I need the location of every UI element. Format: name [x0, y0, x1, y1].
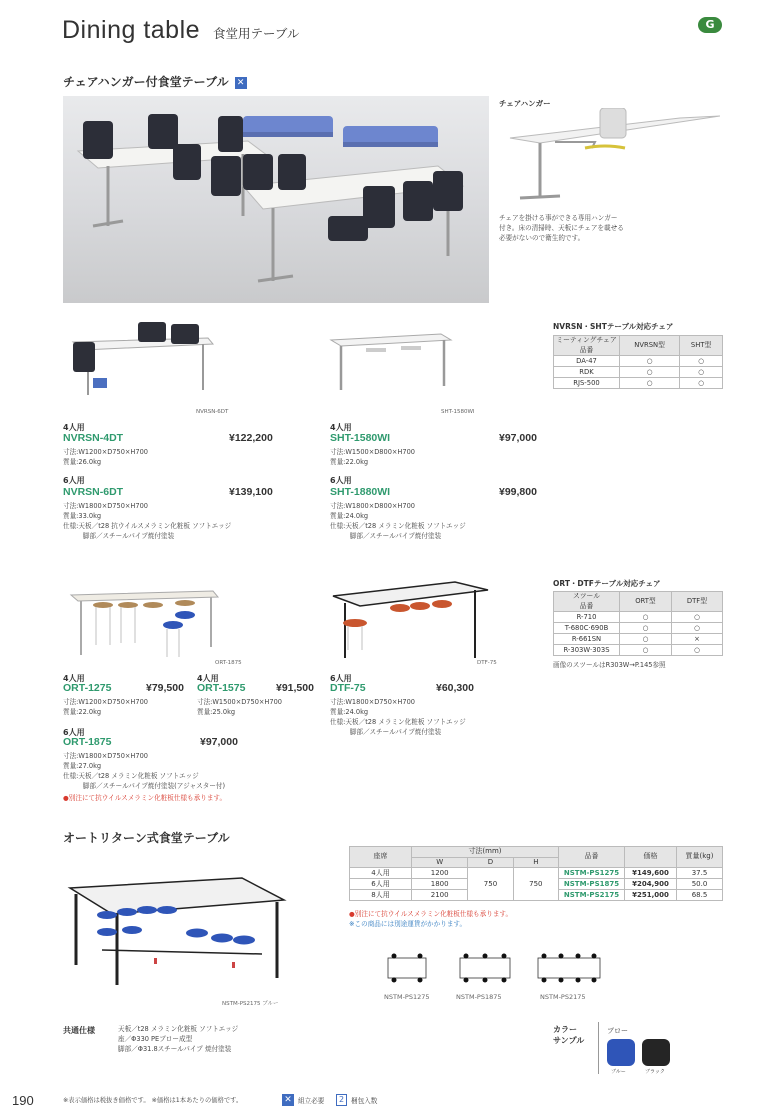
table-row: T-680C·690B ○ ○ [554, 623, 723, 634]
ort-table-image [63, 585, 223, 665]
nvrsn-table-image [63, 320, 223, 405]
nstm-table-image [62, 870, 292, 990]
table-header: 価格 [625, 847, 677, 868]
dtf75-spec: 寸法:W1800×D750×H700 質量:24.0kg 仕様:天板／t28 メラミン化粧板 ソフトエッジ 脚部／スチールパイプ焼付塗装 [330, 698, 466, 736]
ort1875-price: ¥97,000 [200, 736, 238, 748]
sht4-spec: 寸法:W1500×D800×H700 質量:22.0kg [330, 448, 415, 466]
ort1275-price: ¥79,500 [146, 682, 184, 694]
swatch-label: ブラック [645, 1069, 665, 1075]
dtf-table-image [330, 578, 490, 663]
table-header: ミーティングチェア 品番 [554, 336, 620, 356]
sht6-price: ¥99,800 [499, 486, 537, 498]
ort1575-category: 4人用 [197, 674, 219, 683]
nvrsn-model-label: NVRSN-6DT [196, 409, 229, 415]
sht4-category: 4人用 [330, 423, 352, 432]
table-header: 寸法(mm) [412, 847, 559, 858]
table-header: ORT型 [620, 592, 672, 612]
table-header: スツール 品番 [554, 592, 620, 612]
hanger-photo [500, 108, 720, 208]
divider [598, 1022, 599, 1074]
dtf75-code: DTF-75 [330, 682, 366, 694]
nvrsn4-price: ¥122,200 [229, 432, 273, 444]
swatch-blue [607, 1039, 635, 1066]
table-header: 座席 [350, 847, 412, 868]
dining-room-illustration [63, 96, 489, 303]
nvrsn6-code: NVRSN-6DT [63, 486, 124, 498]
brand-logo: G [698, 17, 722, 33]
dtf75-category: 6人用 [330, 674, 352, 683]
hanger-title: チェアハンガー [499, 99, 551, 108]
ort1275-code: ORT-1275 [63, 682, 112, 694]
table-header: DTF型 [671, 592, 722, 612]
ort1275-spec: 寸法:W1200×D750×H700 質量:22.0kg [63, 698, 148, 716]
sht4-code: SHT-1580WI [330, 432, 391, 444]
table-row: R-710 ○ ○ [554, 612, 723, 623]
table-row: 4人用 1200 750 750 NSTM-PS1275 ¥149,600 37.5 [350, 868, 723, 879]
table-header: SHT型 [680, 336, 723, 356]
table-header: 品番 [559, 847, 625, 868]
package-count-label: 梱包入数 [351, 1097, 378, 1105]
nvrsn6-price: ¥139,100 [229, 486, 273, 498]
assembly-icon: ✕ [282, 1094, 294, 1106]
footer-note: ※表示価格は税抜き価格です。 ※価格は1本あたりの価格です。 [63, 1097, 243, 1104]
table-header: H [513, 857, 558, 868]
swatch-black [642, 1039, 670, 1066]
nvrsn4-category: 4人用 [63, 423, 85, 432]
ort-compat-table [553, 591, 723, 656]
nvrsn-compat-title: NVRSN・SHTテーブル対応チェア [553, 322, 674, 331]
table-header: W [412, 857, 468, 868]
seat-layout-diagrams [380, 946, 610, 991]
sht6-category: 6人用 [330, 476, 352, 485]
table-header: 質量(kg) [677, 847, 723, 868]
ort1275-category: 4人用 [63, 674, 85, 683]
nvrsn-compat-table [553, 335, 723, 389]
table-header: D [468, 857, 513, 868]
ort1575-code: ORT-1575 [197, 682, 246, 694]
ort1875-code: ORT-1875 [63, 736, 112, 748]
page-subtitle: 食堂用テーブル [213, 26, 300, 41]
nvrsn6-spec: 寸法:W1800×D750×H700 質量:33.0kg 仕様:天板／t28 抗ウイルスメラミン化粧板 ソフトエッジ 脚部／スチールパイプ焼付塗装 [63, 502, 232, 540]
section-title-text: チェアハンガー付食堂テーブル [63, 75, 229, 89]
assembly-required-icon: ✕ [235, 77, 247, 89]
diagram-label: NSTM-PS1875 [456, 993, 502, 1001]
ort1575-price: ¥91,500 [276, 682, 314, 694]
section-title-autoreturn: オートリターン式食堂テーブル [63, 831, 230, 845]
sht4-price: ¥97,000 [499, 432, 537, 444]
table-row: R-303W·303S ○ ○ [554, 645, 723, 656]
ort-antiviral-note: ●別注にて抗ウイルスメラミン化粧板仕様も承ります。 [63, 794, 227, 802]
dtf75-price: ¥60,300 [436, 682, 474, 694]
table-header: NVRSN型 [620, 336, 680, 356]
table-row: 6人用 1800 NSTM-PS1875 ¥204,900 50.0 [350, 879, 723, 890]
diagram-label: NSTM-PS2175 [540, 993, 586, 1001]
sht-model-label: SHT-1580WI [441, 409, 475, 415]
nvrsn6-category: 6人用 [63, 476, 85, 485]
sht6-code: SHT-1880WI [330, 486, 391, 498]
package-count-icon: 2 [336, 1094, 347, 1106]
nstm-antiviral-note: ●別注にて抗ウイルスメラミン化粧板仕様も承ります。 [349, 910, 513, 918]
stool-reference-note: 画像のスツールはR303W→P.145参照 [553, 661, 666, 669]
nstm-model-label: NSTM-PS2175 ブルー [222, 1001, 279, 1007]
dtf-model-label: DTF-75 [477, 660, 497, 666]
page-title: Dining table [62, 16, 201, 44]
ort1875-category: 6人用 [63, 728, 85, 737]
nstm-price-table [349, 846, 723, 901]
nvrsn4-code: NVRSN-4DT [63, 432, 124, 444]
table-row: RDK ○ ○ [554, 367, 723, 378]
table-row: RJS-500 ○ ○ [554, 378, 723, 389]
ort-compat-title: ORT・DTFテーブル対応チェア [553, 579, 661, 588]
dining-room-photo [63, 96, 489, 303]
common-spec-label: 共通仕様 [63, 1026, 95, 1035]
sht6-spec: 寸法:W1800×D800×H700 質量:24.0kg 仕様:天板／t28 メラミン化粧板 ソフトエッジ 脚部／スチールパイプ焼付塗装 [330, 502, 466, 540]
table-row: DA-47 ○ ○ [554, 356, 723, 367]
color-group-label: ブロー [607, 1027, 628, 1035]
ort1575-spec: 寸法:W1500×D750×H700 質量:25.0kg [197, 698, 282, 716]
ort1875-spec: 寸法:W1800×D750×H700 質量:27.0kg 仕様:天板／t28 メラミン化粧板 ソフトエッジ 脚部／スチールパイプ焼付塗装(アジャスター付) [63, 752, 226, 790]
table-row: R-661SN ○ × [554, 634, 723, 645]
diagram-label: NSTM-PS1275 [384, 993, 430, 1001]
section-title-hanger [63, 73, 247, 90]
swatch-label: ブルー [611, 1069, 626, 1075]
nvrsn4-spec: 寸法:W1200×D750×H700 質量:26.0kg [63, 448, 148, 466]
nstm-shipping-note: ※この商品には別途運賃がかかります。 [349, 920, 467, 928]
page-number: 190 [12, 1093, 34, 1108]
color-sample-label: カラー サンプル [553, 1025, 585, 1045]
common-spec: 天板／t28 メラミン化粧板 ソフトエッジ 座／Φ330 PEブロー成型 脚部／Φ31.8スチールパイプ 焼付塗装 [118, 1025, 239, 1053]
ort-model-label: ORT-1875 [215, 660, 242, 666]
table-row: 8人用 2100 NSTM-PS2175 ¥251,000 68.5 [350, 890, 723, 901]
assembly-label: 組立必要 [298, 1097, 325, 1105]
sht-table-image [326, 328, 456, 398]
hanger-description: チェアを掛ける事ができる専用ハンガー 付き。床の清掃時、天板にチェアを載せる 必要がないので衛生的です。 [499, 214, 624, 242]
